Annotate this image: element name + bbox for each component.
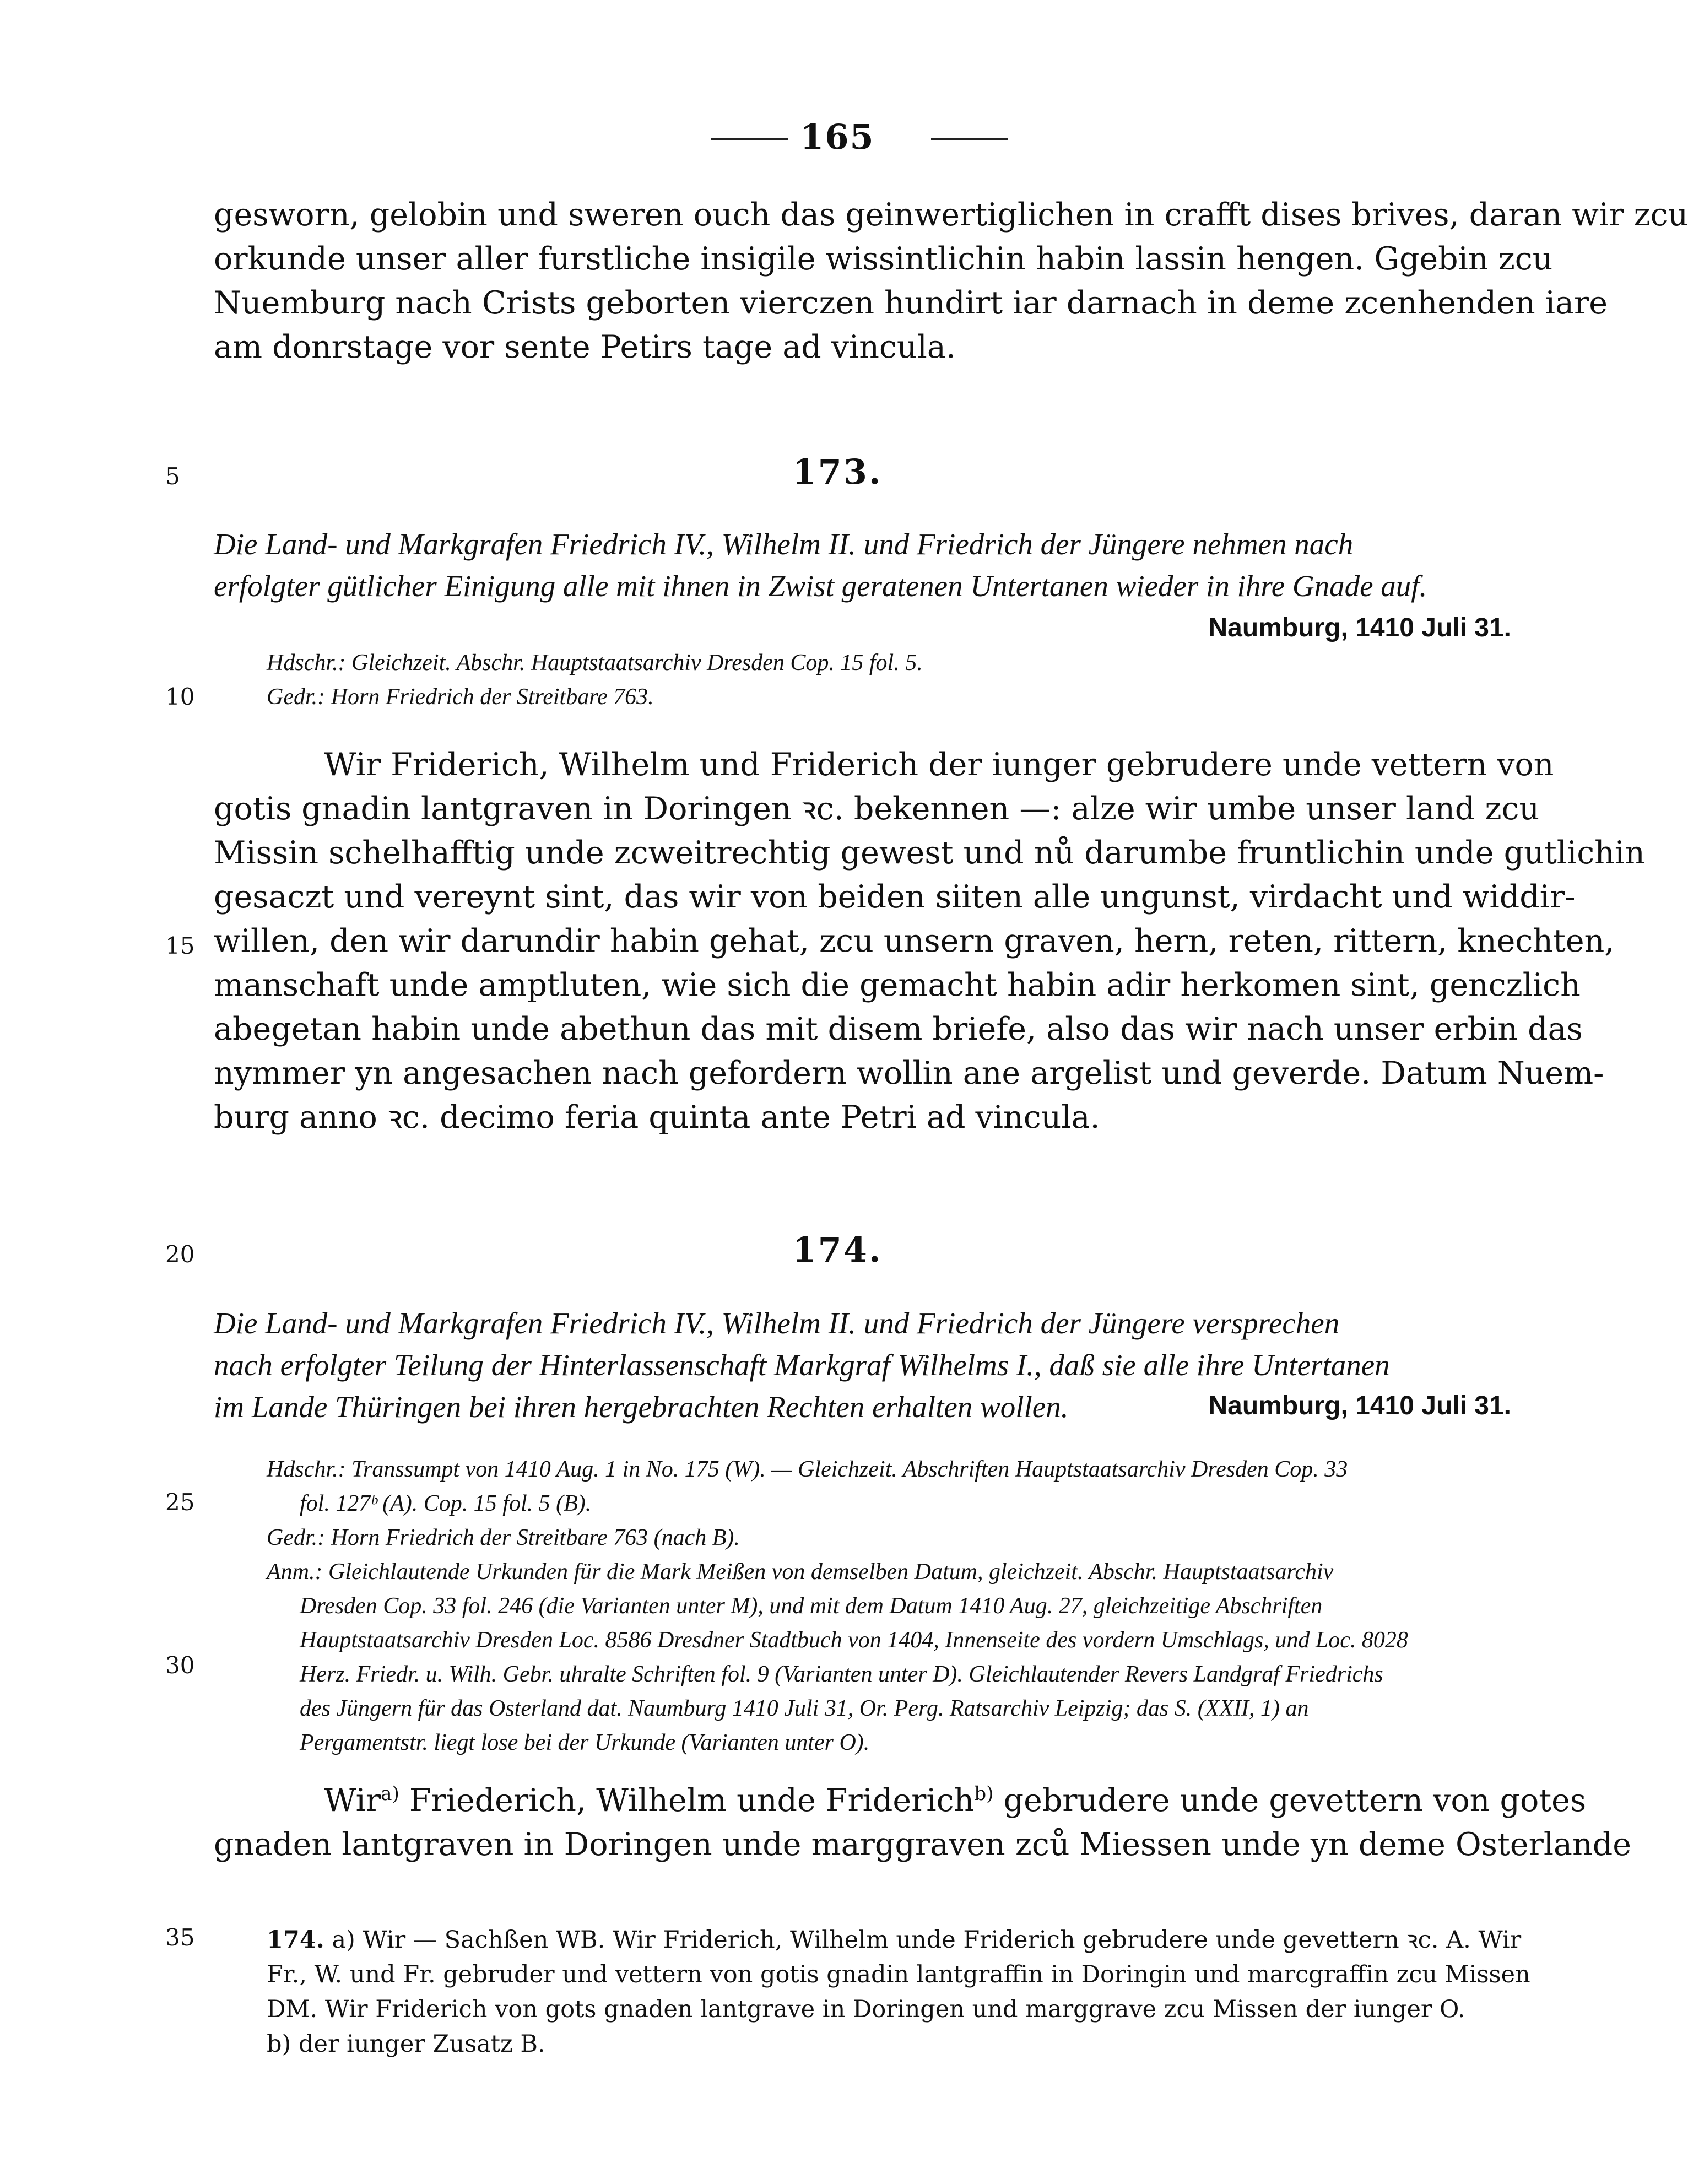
regest-173 — [214, 523, 1519, 607]
source-notes-173 — [267, 646, 1517, 714]
footnote-line: DM. Wir Friderich von gots gnaden lantgrave in Doringen und marggrave zcu Missen der iunger O. — [267, 1996, 1465, 2023]
regest-line: nach erfolgter Teilung der Hinterlassenschaft Markgraf Wilhelms I., daß sie alle ihre Untertanen — [214, 1348, 1390, 1382]
page-number: 165 — [800, 117, 875, 157]
footnote-line — [267, 1923, 1522, 1958]
text-174 — [214, 1778, 1631, 1867]
regest-line: Die Land- und Markgrafen Friedrich IV., Wilhelm II. und Friedrich der Jüngere versprechen — [214, 1306, 1340, 1340]
source-line: Hdschr.: Gleichzeit. Abschr. Hauptstaatsarchiv Dresden Cop. 15 fol. 5. — [267, 650, 923, 675]
text-line: burg anno ꝛc. decimo feria quinta ante Petri ad vincula. — [214, 1099, 1100, 1136]
footnote-line: b) der iunger Zusatz B. — [267, 2030, 545, 2058]
footnote-marker-a: a) — [381, 1783, 399, 1805]
source-line: fol. 127ᵇ (A). Cop. 15 fol. 5 (B). — [300, 1491, 592, 1516]
source-line: des Jüngern für das Osterland dat. Naumburg 1410 Juli 31, Or. Perg. Ratsarchiv Leipzig; das S. (XXII, 1) an — [300, 1696, 1309, 1721]
source-line: Gedr.: Horn Friedrich der Streitbare 763. — [267, 684, 654, 710]
footnote-doc-label: 174. — [267, 1926, 324, 1954]
regest-line: im Lande Thüringen bei ihren hergebrachten Rechten erhalten wollen. — [214, 1390, 1069, 1424]
text-line: gotis gnadin lantgraven in Doringen ꝛc. bekennen —: alze wir umbe unser land zcu — [214, 791, 1540, 827]
text-segment: gebrudere unde gevettern von gotes — [993, 1782, 1587, 1819]
text-line: am donrstage vor sente Petirs tage ad vincula. — [214, 329, 956, 365]
text-line: gesworn, gelobin und sweren ouch das geinwertiglichen in crafft dises brives, daran wir zcu — [214, 197, 1688, 233]
document-heading-174: 174. — [792, 1230, 883, 1270]
line-number: 35 — [165, 1924, 195, 1951]
text-line: orkunde unser aller furstliche insigile wissintlichin habin lassin hengen. Ggebin zcu — [214, 241, 1553, 277]
footnote-text: a) Wir — Sachßen WB. Wir Friderich, Wilhelm unde Friderich gebrudere unde gevettern ꝛc. A. Wir — [332, 1926, 1522, 1954]
text-line: gesaczt und vereynt sint, das wir von beiden siiten alle ungunst, virdacht und widdir- — [214, 879, 1576, 915]
line-number: 25 — [165, 1489, 195, 1516]
footnote-line: Fr., W. und Fr. gebruder und vettern von gotis gnadin lantgraffin in Doringin und marcgraffin zcu Missen — [267, 1961, 1530, 1988]
line-number: 15 — [165, 932, 195, 959]
line-number: 5 — [165, 463, 180, 490]
text-word: Wir — [324, 1782, 381, 1819]
source-line: Gedr.: Horn Friedrich der Streitbare 763 (nach B). — [267, 1525, 740, 1550]
source-line: Hdschr.: Transsumpt von 1410 Aug. 1 in No. 175 (W). — Gleichzeit. Abschriften Hauptstaatsarchiv Dresden Cop. 33 — [267, 1457, 1348, 1482]
opening-paragraph — [214, 193, 1688, 369]
document-heading-173: 173. — [792, 452, 883, 492]
source-line: Dresden Cop. 33 fol. 246 (die Varianten unter M), und mit dem Datum 1410 Aug. 27, gleichzeitige Abschriften — [300, 1593, 1323, 1619]
text-line: Nuemburg nach Crists geborten vierczen hundirt iar darnach in deme zcenhenden iare — [214, 285, 1608, 321]
text-line — [214, 1778, 1587, 1823]
footnote-marker-b: b) — [974, 1783, 994, 1805]
text-line: manschaft unde amptluten, wie sich die gemacht habin adir herkomen sint, genczlich — [214, 967, 1581, 1003]
line-number: 10 — [165, 683, 195, 710]
source-line: Anm.: Gleichlautende Urkunden für die Mark Meißen von demselben Datum, gleichzeit. Abschr. Hauptstaatsarchiv — [267, 1559, 1334, 1585]
text-line: gnaden lantgraven in Doringen unde marggraven zců Miessen unde yn deme Osterlande — [214, 1826, 1631, 1863]
text-segment: Friederich, Wilhelm unde Friderich — [399, 1782, 975, 1819]
regest-line: Die Land- und Markgrafen Friedrich IV., Wilhelm II. und Friedrich der Jüngere nehmen nach — [214, 527, 1354, 561]
dateline-173: Naumburg, 1410 Juli 31. — [1208, 613, 1511, 642]
footnotes — [267, 1923, 1530, 2062]
text-line: willen, den wir darundir habin gehat, zcu unsern graven, hern, reten, rittern, knechten, — [214, 923, 1615, 959]
source-notes-174 — [267, 1452, 1517, 1760]
line-number: 20 — [165, 1241, 195, 1268]
text-line: nymmer yn angesachen nach gefordern wollin ane argelist und geverde. Datum Nuem- — [214, 1055, 1604, 1091]
text-line: Wir Friderich, Wilhelm und Friderich der iunger gebrudere unde vettern von — [324, 747, 1554, 783]
line-number: 30 — [165, 1652, 195, 1679]
text-173 — [214, 743, 1645, 1139]
text-line: Missin schelhafftig unde zcweitrechtig gewest und nů darumbe fruntlichin unde gutlichin — [214, 835, 1645, 871]
source-line: Pergamentstr. liegt lose bei der Urkunde (Varianten unter O). — [300, 1730, 870, 1755]
text-line: abegetan habin unde abethun das mit disem briefe, also das wir nach unser erbin das — [214, 1011, 1583, 1047]
source-line: Hauptstaatsarchiv Dresden Loc. 8586 Dresdner Stadtbuch von 1404, Innenseite des vordern Umschlags, und Loc. 8028 — [300, 1628, 1408, 1653]
dateline-174: Naumburg, 1410 Juli 31. — [1208, 1391, 1511, 1420]
regest-line: erfolgter gütlicher Einigung alle mit ihnen in Zwist geratenen Untertanen wieder in ihre Gnade auf. — [214, 569, 1427, 603]
header-rule-right — [931, 138, 1008, 140]
source-line: Herz. Friedr. u. Wilh. Gebr. uhralte Schriften fol. 9 (Varianten unter D). Gleichlautender Revers Landgraf Friedrichs — [300, 1662, 1383, 1687]
